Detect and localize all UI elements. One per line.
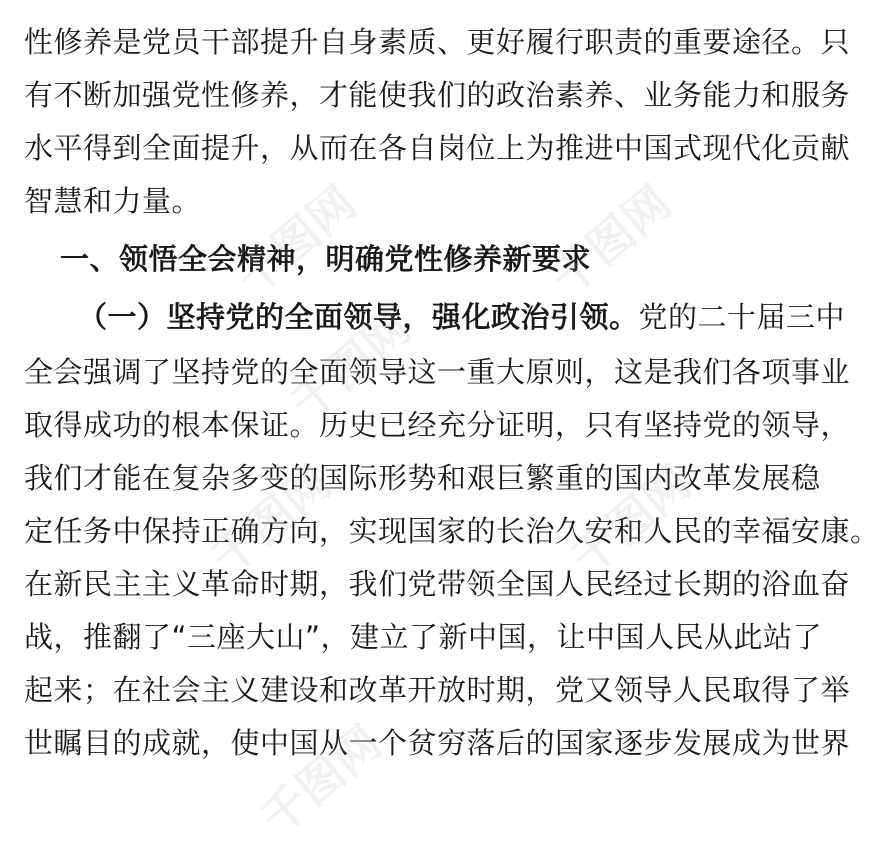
paragraph-line: 在新民主主义革命时期，我们党带领全国人民经过长期的浴血奋 xyxy=(24,567,851,601)
subsection-line xyxy=(78,297,845,337)
subsection-text: 党的二十届三中 xyxy=(638,300,846,334)
section-heading: 一、领悟全会精神，明确党性修养新要求 xyxy=(60,242,592,276)
paragraph-line: 我们才能在复杂多变的国际形势和艰巨繁重的国内改革发展稳 xyxy=(24,461,821,495)
paragraph-line: 战，推翻了“三座大山”，建立了新中国，让中国人民从此站了 xyxy=(24,620,823,654)
paragraph-line: 定任务中保持正确方向，实现国家的长治久安和人民的幸福安康。 xyxy=(24,514,880,548)
paragraph-line: 起来；在社会主义建设和改革开放时期，党又领导人民取得了举 xyxy=(24,673,851,707)
paragraph-line: 水平得到全面提升，从而在各自岗位上为推进中国式现代化贡献 xyxy=(24,131,851,165)
subsection-heading: （一）坚持党的全面领导，强化政治引领。 xyxy=(78,300,639,334)
watermark: 千图网 xyxy=(540,175,682,306)
paragraph-line: 智慧和力量。 xyxy=(24,184,202,218)
watermark: 千图网 xyxy=(250,715,392,846)
paragraph-line: 世瞩目的成就，使中国从一个贫穷落后的国家逐步发展成为世界 xyxy=(24,726,851,760)
watermark: 千图网 xyxy=(200,455,342,586)
paragraph-line: 全会强调了坚持党的全面领导这一重大原则，这是我们各项事业 xyxy=(24,355,851,389)
watermark: 千图网 xyxy=(280,300,422,431)
watermark: 千图网 xyxy=(560,455,702,586)
paragraph-line: 取得成功的根本保证。历史已经充分证明，只有坚持党的领导， xyxy=(24,408,851,442)
watermark: 千图网 xyxy=(225,175,367,306)
paragraph-line: 有不断加强党性修养，才能使我们的政治素养、业务能力和服务 xyxy=(24,78,851,112)
paragraph-line: 性修养是党员干部提升自身素质、更好履行职责的重要途径。只 xyxy=(24,25,851,59)
